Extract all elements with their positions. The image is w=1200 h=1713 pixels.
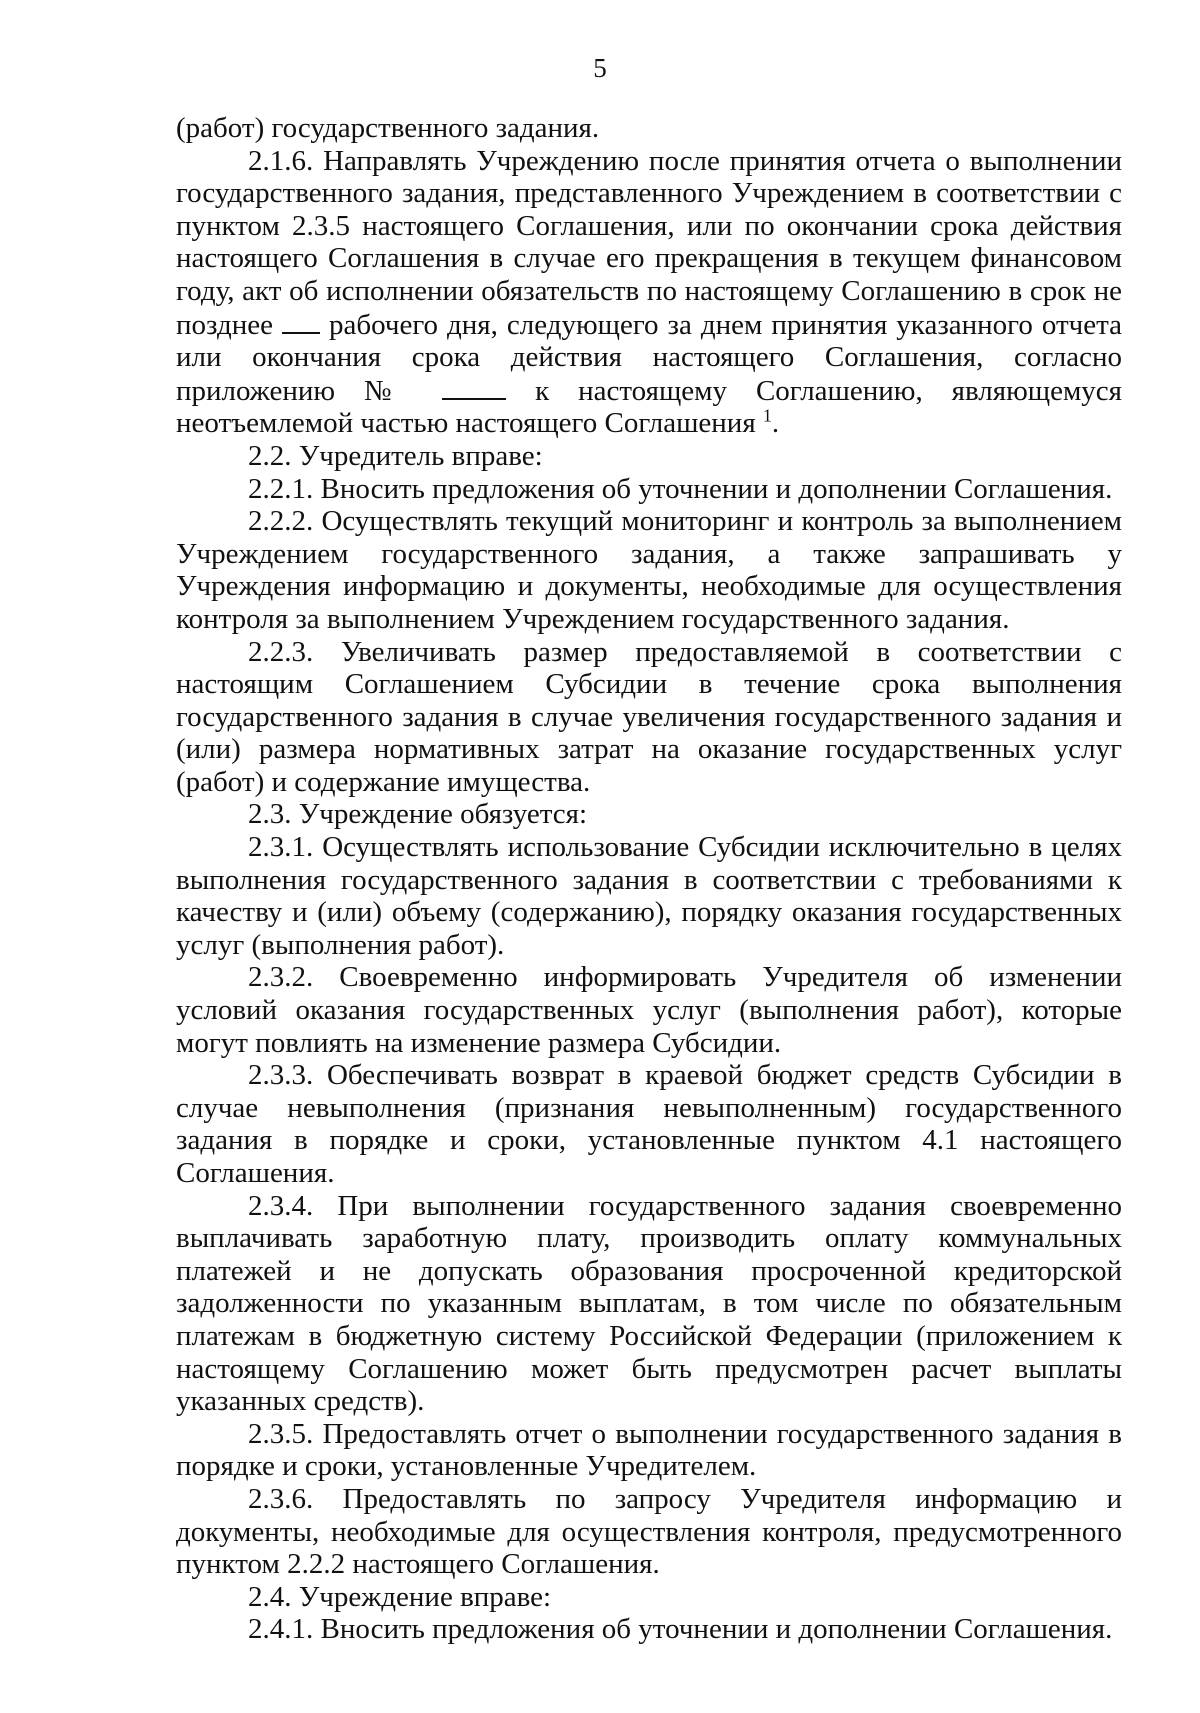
- paragraph-continuation: (работ) государственного задания.: [176, 112, 600, 144]
- blank-field-appendix-number: [442, 374, 506, 400]
- paragraph-2-1-6-end: .: [771, 407, 780, 440]
- paragraph-2-3-6: 2.3.6. Предоставлять по запросу Учредителя информацию и документы, необходимые для осуществления контроля, предусмотренного пунктом 2.2.2 настоящего Соглашения.: [176, 1482, 1122, 1581]
- paragraph-2-2-2: 2.2.2. Осуществлять текущий мониторинг и контроль за выполнением Учреждением государственного задания, а также запрашивать у Учреждения информацию и документы, необходимые для осуществления контроля за выполнением Учреждением государственного задания.: [176, 505, 1122, 635]
- footnote-marker: 1: [762, 405, 772, 426]
- paragraph-2-3-4: 2.3.4. При выполнении государственного задания своевременно выплачивать заработную плату, производить оплату коммунальных платежей и не допускать образования просроченной кредиторской задолженности по указанным выплатам, в том числе по обязательным платежам в бюджетную систему Российской Федерации (приложением к настоящему Соглашению может быть предусмотрен расчет выплаты указанных средств).: [176, 1189, 1122, 1418]
- paragraph-2-1-6-part-a: 2.1.6. Направлять Учреждению после принятия отчета о выполнении государственного задания, представленного Учреждением в соответствии с пунктом 2.3.5 настоящего Соглашения, или по окончании срока действия настоящего Соглашения в случае его прекращения в текущем финансовом году, акт об исполнении обязательств по настоящему Соглашению в срок не позднее: [176, 144, 1122, 341]
- paragraph-2-1-6-part-c: к настоящему Соглашению, являющемуся неотъемлемой частью настоящего Соглашения: [176, 374, 1123, 440]
- paragraph-2-3-2: 2.3.2. Своевременно информировать Учредителя об изменении условий оказания государственных услуг (выполнения работ), которые могут повлиять на изменение размера Субсидии.: [176, 961, 1122, 1059]
- paragraph-2-4: 2.4. Учреждение вправе:: [248, 1580, 552, 1613]
- document-body: [176, 112, 1122, 1646]
- paragraph-2-3-3: 2.3.3. Обеспечивать возврат в краевой бюджет средств Субсидии в случае невыполнения (признания невыполненным) государственного задания в порядке и сроки, установленные пунктом 4.1 настоящего Соглашения.: [176, 1059, 1122, 1189]
- blank-field-days: [282, 308, 320, 334]
- paragraph-2-1-6-part-b: рабочего дня, следующего за днем принятия указанного отчета или окончания срока действия настоящего Соглашения, согласно приложению №: [176, 308, 1123, 407]
- paragraph-2-2-1: 2.2.1. Вносить предложения об уточнении и дополнении Соглашения.: [248, 472, 1113, 505]
- paragraph-2-3: 2.3. Учреждение обязуется:: [248, 798, 588, 831]
- paragraph-2-3-1: 2.3.1. Осуществлять использование Субсидии исключительно в целях выполнения государственного задания в соответствии с требованиями к качеству и (или) объему (содержанию), порядку оказания государственных услуг (выполнения работ).: [176, 831, 1122, 961]
- paragraph-2-2: 2.2. Учредитель вправе:: [248, 439, 543, 472]
- paragraph-2-1-6: [176, 145, 1122, 440]
- paragraph-2-4-1: 2.4.1. Вносить предложения об уточнении и дополнении Соглашения.: [248, 1613, 1113, 1646]
- paragraph-2-2-3: 2.2.3. Увеличивать размер предоставляемой в соответствии с настоящим Соглашением Субсидии в течение срока выполнения государственного задания в случае увеличения государственного задания и (или) размера нормативных затрат на оказание государственных услуг (работ) и содержание имущества.: [176, 635, 1122, 798]
- paragraph-2-3-5: 2.3.5. Предоставлять отчет о выполнении государственного задания в порядке и сроки, установленные Учредителем.: [176, 1417, 1122, 1483]
- page-number: 5: [593, 53, 607, 83]
